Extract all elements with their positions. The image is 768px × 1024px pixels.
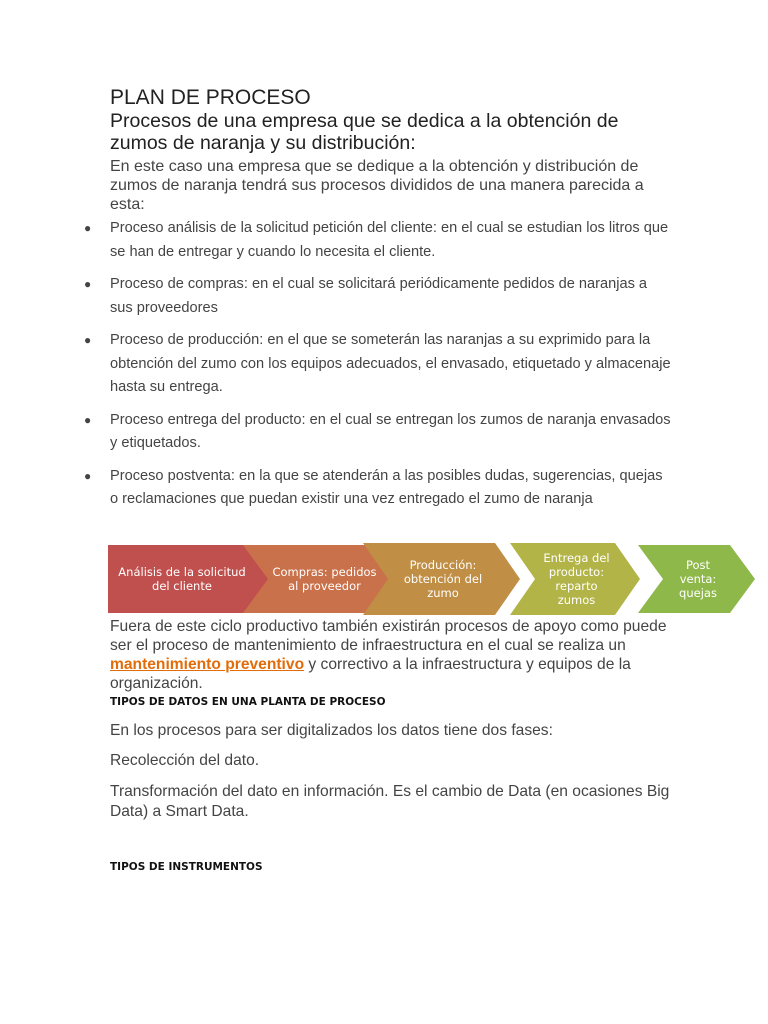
heading-tipos-de-datos: TIPOS DE DATOS EN UNA PLANTA DE PROCESO bbox=[110, 696, 386, 708]
paragraph-transformacion: Transformación del dato en información. Es el cambio de Data (en ocasiones Big Data) a Smart Data. bbox=[110, 783, 670, 820]
list-item bbox=[82, 273, 672, 320]
list-item-text: Proceso análisis de la solicitud petición del cliente: en el cual se estudian los litros que se han de entregar y cuando lo necesita el cliente. bbox=[110, 220, 669, 260]
flow-step-label-3: Producción: obtención del zumo bbox=[403, 558, 483, 600]
list-item bbox=[82, 329, 672, 400]
intro-paragraph: En este caso una empresa que se dedique a la obtención y distribución de zumos de naranja tendrá sus procesos divididos de una manera parecida a esta: bbox=[110, 158, 644, 213]
list-item-text: Proceso de compras: en el cual se solicitará periódicamente pedidos de naranjas a sus proveedores bbox=[110, 276, 648, 316]
paragraph-fases: En los procesos para ser digitalizados los datos tiene dos fases: bbox=[110, 722, 553, 739]
flow-step-label-2: Compras: pedidos al proveedor bbox=[272, 565, 377, 593]
bullet-icon: ● bbox=[84, 333, 92, 347]
process-list bbox=[82, 217, 672, 521]
bullet-icon: ● bbox=[84, 468, 92, 483]
heading-tipos-de-instrumentos: TIPOS DE INSTRUMENTOS bbox=[110, 861, 263, 873]
list-item bbox=[82, 217, 672, 264]
flow-step-label-5: Post venta: quejas bbox=[679, 558, 717, 600]
support-paragraph bbox=[110, 617, 670, 693]
flow-step-label-1: Análisis de la solicitud del cliente bbox=[118, 565, 246, 593]
support-text-before: Fuera de este ciclo productivo también existirán procesos de apoyo como puede ser el proceso de mantenimiento de infraestructura en el cual se realiza un bbox=[110, 618, 667, 654]
maintenance-link[interactable]: mantenimiento preventivo bbox=[110, 656, 305, 673]
bullet-icon: ● bbox=[84, 277, 92, 291]
list-item-text: Proceso de producción: en el que se someterán las naranjas a su exprimido para la obtención del zumo con los equipos adecuados, el envasado, etiquetado y almacenaje hasta su entrega. bbox=[110, 332, 671, 395]
paragraph-recoleccion: Recolección del dato. bbox=[110, 752, 260, 769]
process-flow-diagram bbox=[108, 543, 758, 615]
page-subtitle: Procesos de una empresa que se dedica a la obtención de zumos de naranja y su distribución: bbox=[110, 110, 619, 154]
list-item bbox=[82, 409, 672, 456]
page-title: PLAN DE PROCESO bbox=[110, 86, 311, 109]
list-item bbox=[82, 465, 672, 512]
bullet-icon: ● bbox=[84, 221, 92, 235]
list-item-text: Proceso entrega del producto: en el cual se entregan los zumos de naranja envasados y etiquetados. bbox=[110, 411, 671, 451]
flow-step-label-4: Entrega del producto: reparto zumos bbox=[543, 551, 610, 607]
bullet-icon: ● bbox=[84, 412, 92, 427]
list-item-text: Proceso postventa: en la que se atenderán a las posibles dudas, sugerencias, quejas o reclamaciones que puedan existir una vez entregado el zumo de naranja bbox=[110, 467, 663, 507]
support-text-after: y correctivo a la infraestructura y equipos de la organización. bbox=[110, 656, 631, 692]
